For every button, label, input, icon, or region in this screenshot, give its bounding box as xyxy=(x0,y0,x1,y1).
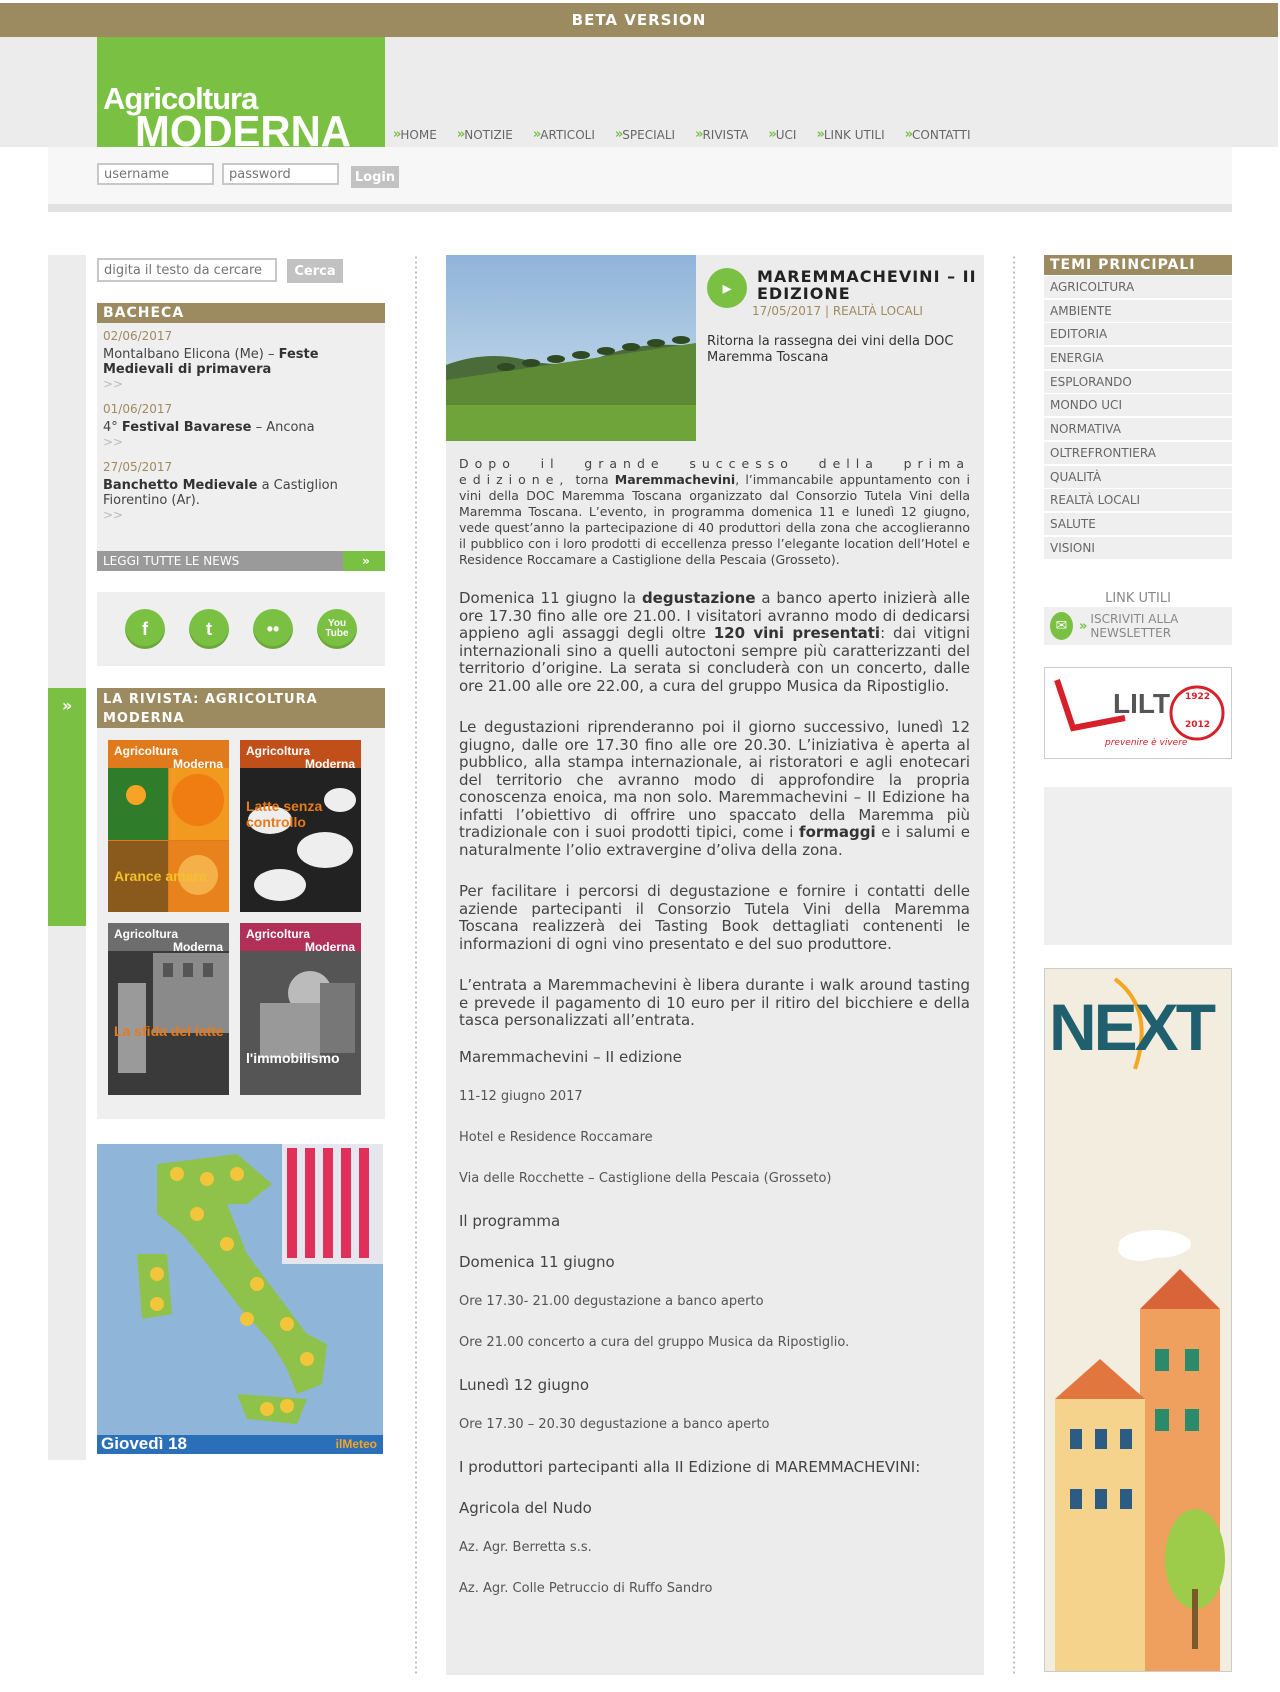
news-date: 27/05/2017 xyxy=(103,460,173,474)
cover-headline: La sfida del latte xyxy=(114,1023,224,1039)
social-links xyxy=(97,592,385,666)
news-text: – Ancona xyxy=(251,420,315,435)
read-all-label: LEGGI TUTTE LE NEWS xyxy=(103,554,240,568)
program-line: Hotel e Residence Roccamare xyxy=(459,1129,653,1145)
cover-brand: Agricoltura xyxy=(114,744,179,758)
article-date: 17/05/2017 xyxy=(752,304,822,318)
paragraph-text: , l’immancabile appuntamento con i vini della DOC Maremma Toscana organizzato dal Consorzio Tutela Vini della Maremma Toscana. L’evento, in programma domenica 11 e lunedì 12 giugno, vede quest’anno la partecipazione di 40 produttori della zona che accoglieranno il pubblico con i loro prodotti di eccellenza presso l’elegante location dell’Hotel e Residence Roccamare a Castiglione della Pescaia (Grosseto). xyxy=(459,472,971,567)
news-date: 02/06/2017 xyxy=(103,329,173,343)
nav-label: LINK UTILI xyxy=(823,127,885,142)
program-line: Az. Agr. Colle Petruccio di Ruffo Sandro xyxy=(459,1580,713,1596)
cover-brand: Agricoltura xyxy=(246,744,311,758)
search-input[interactable] xyxy=(97,258,277,282)
program-line: Ore 17.30 – 20.30 degustazione a banco aperto xyxy=(459,1416,770,1432)
logo-line-1: Agricoltura xyxy=(103,81,258,116)
chevron-right-icon: » xyxy=(456,127,463,142)
program-line: Lunedì 12 giugno xyxy=(459,1375,590,1394)
magazine-cover[interactable] xyxy=(240,740,361,912)
article-image xyxy=(446,255,696,441)
youtube-icon[interactable]: You Tube xyxy=(317,609,357,649)
covers-grid xyxy=(108,740,361,1095)
paragraph-text: : dai vitigni internazionali sino a quelli autoctoni sempre più caratterizzanti del territorio d’origine. La serata si concluderà con un concerto, dalle ore 21.00 alle ore 22.00, a cura del gruppo Musica da Ripostiglio. xyxy=(459,624,970,695)
article-subtitle: Ritorna la rassegna dei vini della DOC Maremma Toscana xyxy=(707,334,954,365)
italy-map xyxy=(97,1144,383,1454)
chevron-right-icon: » xyxy=(393,127,399,142)
lilt-banner[interactable] xyxy=(1044,667,1232,759)
temi-item[interactable]: AGRICOLTURA xyxy=(1044,276,1232,298)
temi-item[interactable]: NORMATIVA xyxy=(1044,418,1232,440)
chevron-right-icon: » xyxy=(614,127,621,142)
paragraph-bold: 120 vini presentati xyxy=(713,624,881,642)
cover-headline: Latte senza controllo xyxy=(246,798,323,830)
next-illustration xyxy=(1045,969,1231,1671)
cover-brand: Agricoltura xyxy=(246,927,311,941)
ad-placeholder xyxy=(1044,787,1232,945)
nav-articoli[interactable] xyxy=(533,127,595,142)
article-paragraph: L’entrata a Maremmachevini è libera durante i walk around tasting e prevede il pagamento di 10 euro per il ritiro del bicchiere e della tasca personalizzati all’entrata. xyxy=(459,976,970,1029)
mail-icon: ✉ xyxy=(1050,612,1073,640)
rivista-box xyxy=(97,688,385,1119)
temi-item[interactable]: QUALITÀ xyxy=(1044,466,1232,488)
temi-item[interactable]: SALUTE xyxy=(1044,513,1232,535)
temi-item[interactable]: MONDO UCI xyxy=(1044,394,1232,416)
nav-notizie[interactable] xyxy=(457,127,513,142)
nav-label: HOME xyxy=(400,127,437,142)
logo-line-2: MODERNA xyxy=(135,107,351,147)
news-title: Feste Medievali di primavera xyxy=(103,347,319,377)
nav-label: ARTICOLI xyxy=(540,127,595,142)
chevron-right-icon: » xyxy=(62,696,69,715)
news-list xyxy=(97,323,385,523)
cover-brand: Moderna xyxy=(304,757,355,771)
landscape-image xyxy=(446,255,696,441)
temi-item[interactable]: OLTREFRONTIERA xyxy=(1044,442,1232,464)
link-utili-heading: LINK UTILI xyxy=(1105,591,1171,606)
cover-brand: Moderna xyxy=(172,757,223,771)
nav-contatti[interactable] xyxy=(905,127,971,142)
cover-brand: Agricoltura xyxy=(114,927,179,941)
temi-item[interactable]: REALTÀ LOCALI xyxy=(1044,489,1232,511)
read-more-link[interactable]: >> xyxy=(103,435,124,449)
program-line: Agricola del Nudo xyxy=(459,1498,592,1517)
temi-list xyxy=(1044,276,1232,560)
news-title: Banchetto Medievale xyxy=(103,478,258,493)
news-text: 4° xyxy=(103,420,122,435)
temi-item[interactable]: ESPLORANDO xyxy=(1044,371,1232,393)
program-line: Via delle Rocchette – Castiglione della Pescaia (Grosseto) xyxy=(459,1170,832,1186)
flickr-icon[interactable]: •• xyxy=(253,609,293,649)
meta-separator: | xyxy=(821,304,833,318)
lilt-year-end: 2012 xyxy=(1185,720,1211,730)
program-line: Ore 21.00 concerto a cura del gruppo Musica da Ripostiglio. xyxy=(459,1334,850,1350)
chevron-right-icon: » xyxy=(343,551,385,571)
rivista-title: LA RIVISTA: AGRICOLTURA MODERNA xyxy=(97,688,385,728)
paragraph-text: a banco aperto inizierà alle ore 17.30 fino alle ore 21.00. I visitatori avranno modo di dedicarsi appieno agli assaggi degli oltre xyxy=(459,589,970,642)
paragraph-text: e i salumi e naturalmente l’olio extravergine d’oliva della zona. xyxy=(459,823,970,859)
login-form xyxy=(97,163,399,188)
article-paragraph xyxy=(459,590,970,695)
program-line: Maremmachevini – II edizione xyxy=(459,1047,682,1066)
cover-headline: Arance amare xyxy=(114,868,207,884)
news-item[interactable] xyxy=(103,460,379,523)
temi-item[interactable]: ENERGIA xyxy=(1044,347,1232,369)
program-line: Ore 17.30- 21.00 degustazione a banco aperto xyxy=(459,1293,764,1309)
nav-label: RIVISTA xyxy=(702,127,749,142)
nav-label: CONTATTI xyxy=(912,127,971,142)
category-badge-icon: ▸ xyxy=(707,268,747,308)
nav-rivista[interactable] xyxy=(695,127,748,142)
article-paragraph xyxy=(459,719,970,859)
read-more-link[interactable]: >> xyxy=(103,377,124,391)
magazine-cover[interactable] xyxy=(108,923,229,1095)
twitter-icon[interactable]: t xyxy=(189,609,229,649)
news-date: 01/06/2017 xyxy=(103,402,173,416)
temi-item[interactable]: AMBIENTE xyxy=(1044,300,1232,322)
weather-widget[interactable] xyxy=(97,1144,383,1454)
chevron-right-icon: » xyxy=(1079,618,1085,634)
chevron-right-icon: » xyxy=(904,127,911,142)
main-nav xyxy=(393,127,990,142)
article-title: MAREMMACHEVINI – II EDIZIONE xyxy=(757,267,977,303)
program-lines xyxy=(459,1048,970,1622)
nav-label: UCI xyxy=(775,127,797,142)
cover-headline: l'immobilismo xyxy=(246,1050,340,1066)
nav-uci[interactable] xyxy=(768,127,796,142)
lilt-name: LILT xyxy=(1113,688,1171,719)
paragraph-bold: degustazione xyxy=(641,589,756,607)
search-button[interactable]: Cerca xyxy=(287,259,343,283)
news-item[interactable] xyxy=(103,402,379,450)
column-divider xyxy=(415,255,417,1675)
news-text: a Castiglion Fiorentino (Ar). xyxy=(103,478,338,508)
news-title: Festival Bavarese xyxy=(121,420,252,435)
beta-banner: BETA VERSION xyxy=(0,3,1278,37)
facebook-icon[interactable]: f xyxy=(125,609,165,649)
news-item[interactable] xyxy=(103,329,379,392)
paragraph-text: Le degustazioni riprenderanno poi il giorno successivo, lunedì 12 giugno, dalle ore 17.30 fino alle ore 20.30. L’iniziativa è aperta al pubblico, alla stampa internazionale, ai ristoratori e agli enotecari del territorio che avranno modo di approfondire la propria conoscenza enoica, ma non solo. Maremmachevini – II Edizione ha infatti l’obiettivo di offrire uno spaccato della Maremma più tradizionale con i suoi prodotti tipici, come i xyxy=(459,718,970,841)
nav-label: NOTIZIE xyxy=(464,127,513,142)
chevron-right-icon: » xyxy=(768,127,774,142)
program-line: Il programma xyxy=(459,1211,561,1230)
program-line: Az. Agr. Berretta s.s. xyxy=(459,1539,592,1555)
program-line: I produttori partecipanti alla II Edizione di MAREMMACHEVINI: xyxy=(459,1457,921,1476)
temi-item[interactable]: VISIONI xyxy=(1044,537,1232,559)
cover-brand: Moderna xyxy=(304,940,355,954)
article-body xyxy=(459,456,970,1622)
nav-label: SPECIALI xyxy=(622,127,676,142)
next-brand: NEXT xyxy=(1049,990,1214,1064)
program-line: Domenica 11 giugno xyxy=(459,1252,615,1271)
article-paragraph xyxy=(459,456,970,568)
username-field[interactable] xyxy=(97,163,214,185)
news-text: Montalbano Elicona (Me) – xyxy=(103,347,279,362)
paragraph-text: torna xyxy=(569,472,615,487)
nav-speciali[interactable] xyxy=(615,127,675,142)
read-all-news-button[interactable] xyxy=(97,551,385,571)
chevron-right-icon: » xyxy=(695,127,701,142)
read-more-link[interactable]: >> xyxy=(103,508,124,522)
weather-day: Giovedì 18 xyxy=(101,1434,187,1453)
temi-title: TEMI PRINCIPALI xyxy=(1044,255,1232,275)
program-line: 11-12 giugno 2017 xyxy=(459,1088,583,1104)
weather-brand: ilMeteo xyxy=(335,1437,377,1451)
login-button[interactable]: Login xyxy=(351,166,399,188)
lilt-tagline: prevenire è vivere xyxy=(1105,738,1188,748)
cover-brand: Moderna xyxy=(172,940,223,954)
rivista-accent[interactable] xyxy=(48,688,86,926)
magazine-cover[interactable] xyxy=(108,740,229,912)
nav-link-utili[interactable] xyxy=(816,127,884,142)
magazine-cover[interactable] xyxy=(240,923,361,1095)
search-form xyxy=(97,258,343,283)
paragraph-bold: formaggi xyxy=(799,823,876,841)
article-paragraph: Per facilitare i percorsi di degustazione e fornire i contatti delle aziende partecipanti il Consorzio Tutela Vini della Maremma Toscana realizzerà dei Tasting Book dettagliati contenenti le informazioni di ogni vino presentato e del suo produttore. xyxy=(459,882,970,953)
article-category-link[interactable]: REALTÀ LOCALI xyxy=(832,304,923,318)
lilt-year-start: 1922 xyxy=(1185,692,1211,702)
newsletter-signup[interactable] xyxy=(1044,607,1232,645)
paragraph-text: Dopo il grande successo della prima edizione, xyxy=(459,456,970,487)
paragraph-text: Domenica 11 giugno la xyxy=(459,589,642,607)
password-field[interactable] xyxy=(222,163,339,185)
chevron-right-icon: » xyxy=(816,127,822,142)
nav-home[interactable] xyxy=(393,127,437,142)
chevron-right-icon: » xyxy=(532,127,539,142)
column-divider xyxy=(1013,255,1015,1675)
bacheca-box xyxy=(97,303,385,571)
next-advert[interactable] xyxy=(1044,968,1232,1672)
newsletter-label: ISCRIVITI ALLA NEWSLETTER xyxy=(1090,612,1179,640)
paragraph-bold: Maremmachevini xyxy=(614,472,736,487)
bacheca-title: BACHECA xyxy=(97,303,385,323)
temi-item[interactable]: EDITORIA xyxy=(1044,323,1232,345)
article-meta xyxy=(752,304,923,318)
site-logo[interactable] xyxy=(97,37,385,147)
